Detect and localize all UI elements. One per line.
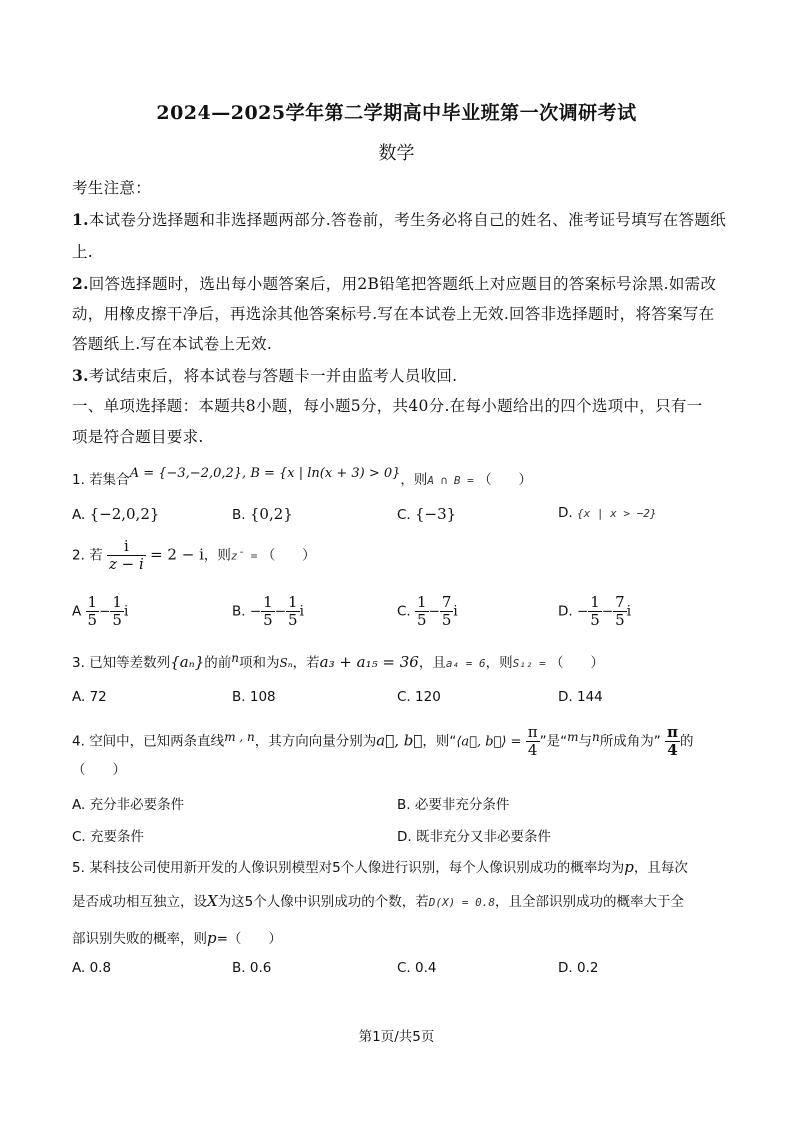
- section-heading-line-1: 一、单项选择题：本题共8小题，每小题5分，共40分.在每小题给出的四个选项中，只有一: [72, 397, 703, 415]
- question-5-line-3: [72, 928, 282, 949]
- q5-option-b: [232, 960, 271, 976]
- option-label: B.: [397, 797, 411, 813]
- q1-option-d: [558, 505, 656, 521]
- option-label: B.: [232, 689, 246, 705]
- q3-sn: Sₙ: [279, 656, 293, 670]
- q4-text: ”是“: [539, 733, 568, 750]
- q3-answer-paren: （ ）: [550, 655, 605, 671]
- q1-expression: A ∩ B =: [427, 474, 474, 487]
- q5-text: 某科技公司使用新开发的人像识别模型对5个人像进行识别，每个人像识别成功的概率均为: [89, 860, 625, 876]
- option-label: D.: [558, 603, 573, 620]
- exam-subject: 数学: [378, 143, 415, 164]
- q5-option-c: [397, 960, 437, 976]
- option-fraction-a: [261, 594, 275, 629]
- option-value: 充要条件: [90, 829, 145, 845]
- option-fraction-a: [588, 594, 602, 629]
- q4-vectors: a⃗, b⃗: [376, 731, 423, 750]
- q1-text-mid: ，则: [400, 472, 428, 488]
- q2-option-b: [232, 594, 304, 629]
- q4-number: 4.: [72, 733, 85, 750]
- q5-x: X: [207, 892, 218, 910]
- q3-text: ，则: [485, 655, 513, 671]
- option-value: 0.2: [576, 960, 599, 976]
- q2-expression: z̄ =: [230, 549, 258, 563]
- question-1: 1. 若集合A = {−3,−2,0,2}, B = {x | ln(x + 3) > 0}，则A ∩ B = （ ）: [72, 466, 533, 488]
- q4-text: ，则“: [422, 733, 457, 750]
- numerator: 1: [87, 593, 98, 611]
- q4-pi-fraction-2: [665, 724, 680, 759]
- q4-text: ，其方向向量分别为: [254, 733, 377, 750]
- notice-2-line-3: 答题纸上.写在本试卷上无效.: [72, 335, 273, 353]
- q2-option-d: [558, 594, 631, 629]
- q2-option-c: [397, 594, 458, 629]
- numerator: 1: [112, 593, 122, 611]
- denominator: 5: [590, 611, 600, 629]
- q5-text: ，且全部识别成功的概率大于全: [495, 894, 685, 910]
- q3-text: 的前: [204, 655, 232, 671]
- numerator: 7: [441, 593, 452, 611]
- notice-3-number: 3.: [72, 366, 89, 385]
- q3-number: 3.: [72, 655, 85, 671]
- option-label: B.: [232, 507, 246, 523]
- q2-text-pre: 若: [89, 547, 103, 564]
- operator: −: [274, 603, 287, 620]
- page-footer: 第1页/共5页: [358, 1029, 435, 1045]
- numerator: 1: [590, 593, 600, 611]
- question-5-line-2: [72, 891, 684, 913]
- q1-text-pre: 若集合: [89, 472, 130, 488]
- q2-fraction: [107, 538, 146, 573]
- q4-m: m: [567, 729, 579, 744]
- exam-title: 2024—2025学年第二学期高中毕业班第一次调研考试: [156, 102, 637, 124]
- numerator: 1: [288, 593, 298, 611]
- q4-text: 空间中，已知两条直线: [89, 733, 225, 750]
- leading-sign: −: [249, 603, 262, 620]
- option-label: A.: [72, 960, 86, 976]
- numerator: π: [527, 723, 538, 741]
- option-label: A.: [72, 797, 86, 813]
- option-label: B.: [232, 960, 246, 976]
- option-label: A.: [72, 507, 86, 523]
- q3-option-c: [397, 689, 441, 705]
- q5-answer-paren: =（ ）: [216, 931, 282, 947]
- q4-lines: m , n: [224, 729, 255, 744]
- denominator: 5: [87, 611, 98, 629]
- option-value: 0.8: [89, 960, 112, 976]
- q3-text: 已知等差数列: [89, 655, 171, 671]
- q3-option-d: [558, 689, 603, 705]
- q4-text: 所成角为”: [599, 733, 661, 750]
- option-label: A.: [72, 689, 86, 705]
- question-5-line-1: [72, 857, 688, 878]
- imaginary-unit: i: [453, 603, 458, 620]
- denominator: 4: [667, 741, 678, 759]
- option-fraction-b: [613, 594, 627, 629]
- operator: −: [601, 603, 614, 620]
- denominator: 5: [417, 611, 427, 629]
- q3-expression: S₁₂ =: [512, 657, 546, 670]
- operator: −: [99, 603, 111, 620]
- q4-option-a: [72, 793, 184, 813]
- option-fraction-a: [86, 594, 100, 629]
- q5-text: 部识别失败的概率，则: [72, 931, 207, 947]
- option-value: 72: [89, 689, 107, 705]
- q3-n: n: [231, 651, 240, 665]
- option-fraction-b: [286, 594, 300, 629]
- numerator: 1: [417, 593, 427, 611]
- option-value: {−3}: [415, 505, 457, 523]
- option-label: D.: [397, 829, 412, 845]
- option-value: 必要非充分条件: [414, 797, 510, 813]
- notice-1-line-1: [72, 210, 726, 230]
- option-label: D.: [558, 505, 573, 521]
- option-label: C.: [397, 960, 411, 976]
- question-2: [72, 538, 316, 573]
- q5-number: 5.: [72, 860, 85, 876]
- section-heading-line-2: 项是符合题目要求.: [72, 428, 204, 446]
- denominator: 5: [288, 611, 298, 629]
- option-fraction-b: [110, 594, 124, 629]
- numerator: 7: [615, 593, 625, 611]
- operator: −: [428, 603, 440, 620]
- option-value: 0.4: [415, 960, 437, 976]
- q1-number: 1.: [72, 472, 85, 488]
- q4-text: 与: [578, 733, 592, 750]
- option-label: D.: [558, 960, 573, 976]
- q3-text: 项和为: [239, 655, 280, 671]
- q1-option-b: [232, 505, 293, 523]
- imaginary-unit: i: [626, 603, 632, 620]
- numerator: 1: [263, 593, 273, 611]
- denominator: 4: [527, 741, 538, 759]
- notice-1-number: 1.: [72, 210, 89, 229]
- q4-n: n: [592, 729, 600, 744]
- notice-2-number: 2.: [72, 274, 89, 293]
- option-value: {−2,0,2}: [89, 505, 160, 523]
- q3-condition-2: a₄ = 6: [445, 657, 486, 670]
- q3-option-b: [232, 689, 276, 705]
- option-value: 既非充分又非必要条件: [415, 829, 551, 845]
- notice-2-line-2: 动，用橡皮擦干净后，再选涂其他答案标号.写在本试卷上无效.回答非选择题时，将答案写在: [72, 305, 715, 323]
- question-3: [72, 652, 604, 674]
- question-4: [72, 724, 694, 759]
- q3-text: ，若: [292, 655, 320, 671]
- q4-option-c: [72, 825, 144, 845]
- q1-answer-paren: （ ）: [478, 472, 533, 488]
- option-label: C.: [397, 507, 411, 523]
- notice-header: 考生注意：: [72, 179, 152, 197]
- option-label: C.: [72, 829, 86, 845]
- option-value: {x | x > −2}: [576, 507, 657, 520]
- denominator: 5: [263, 611, 273, 629]
- denominator: 5: [441, 611, 452, 629]
- q5-option-a: [72, 960, 111, 976]
- q5-p: p: [624, 858, 634, 876]
- option-label: B.: [232, 603, 246, 620]
- q4-pi-fraction-1: [526, 724, 540, 759]
- imaginary-unit: i: [299, 603, 304, 620]
- notice-2-line-1: [72, 274, 716, 294]
- q4-option-d: [397, 825, 551, 845]
- q3-option-a: [72, 689, 107, 705]
- q2-fraction-numerator: i: [107, 538, 146, 556]
- q5-text: 为这5个人像中识别成功的个数，若: [217, 894, 429, 910]
- option-label: A: [72, 603, 82, 620]
- denominator: 5: [112, 611, 122, 629]
- q1-set-b: B = {x | ln(x + 3) > 0}: [250, 466, 401, 481]
- numerator: π: [667, 723, 679, 741]
- q4-text: 的: [680, 733, 694, 750]
- q5-p: p: [207, 929, 217, 947]
- notice-1-text: 本试卷分选择题和非选择题两部分.答卷前，考生务必将自己的姓名、准考证号填写在答题纸: [88, 211, 727, 229]
- option-label: C.: [397, 689, 411, 705]
- q1-set-a: A = {−3,−2,0,2}: [129, 466, 243, 481]
- q3-sequence: {aₙ}: [170, 653, 205, 671]
- notice-2-text: 回答选择题时，选出每小题答案后，用2B铅笔把答题纸上对应题目的答案标号涂黑.如需改: [88, 275, 717, 293]
- q4-answer-paren: （ ）: [72, 762, 126, 778]
- q3-text: ，且: [418, 655, 446, 671]
- q2-equation-rhs: = 2 − i: [150, 545, 204, 564]
- option-value: {0,2}: [249, 505, 293, 523]
- notice-1-line-2: 上.: [72, 243, 94, 261]
- q5-variance: D(X) = 0.8: [428, 896, 496, 909]
- q5-text: ，且每次: [633, 860, 688, 876]
- option-value: 144: [576, 689, 603, 705]
- leading-sign: −: [576, 603, 589, 620]
- option-value: 0.6: [249, 960, 272, 976]
- option-fraction-a: [415, 594, 429, 629]
- q2-option-a: [72, 594, 128, 629]
- option-value: 充分非必要条件: [89, 797, 185, 813]
- option-value: 108: [249, 689, 276, 705]
- q4-angle: ⟨a⃗, b⃗⟩ =: [456, 734, 522, 750]
- option-label: C.: [397, 603, 411, 620]
- q3-condition-1: a₃ + a₁₅ = 36: [319, 653, 419, 671]
- q5-text: 是否成功相互独立，设: [72, 894, 207, 910]
- notice-3-line-1: [72, 366, 457, 386]
- option-fraction-b: [440, 594, 454, 629]
- q2-number: 2.: [72, 547, 85, 564]
- q2-fraction-denominator: z − i: [108, 555, 144, 573]
- q2-text-mid: ，则: [203, 547, 231, 564]
- q4-option-b: [397, 793, 509, 813]
- denominator: 5: [615, 611, 625, 629]
- q1-option-c: [397, 505, 456, 523]
- imaginary-unit: i: [123, 603, 129, 620]
- option-value: 120: [415, 689, 441, 705]
- option-label: D.: [558, 689, 573, 705]
- q5-option-d: [558, 960, 598, 976]
- q2-answer-paren: （ ）: [261, 547, 316, 564]
- notice-3-text: 考试结束后，将本试卷与答题卡一并由监考人员收回.: [88, 367, 458, 385]
- q1-option-a: [72, 505, 159, 523]
